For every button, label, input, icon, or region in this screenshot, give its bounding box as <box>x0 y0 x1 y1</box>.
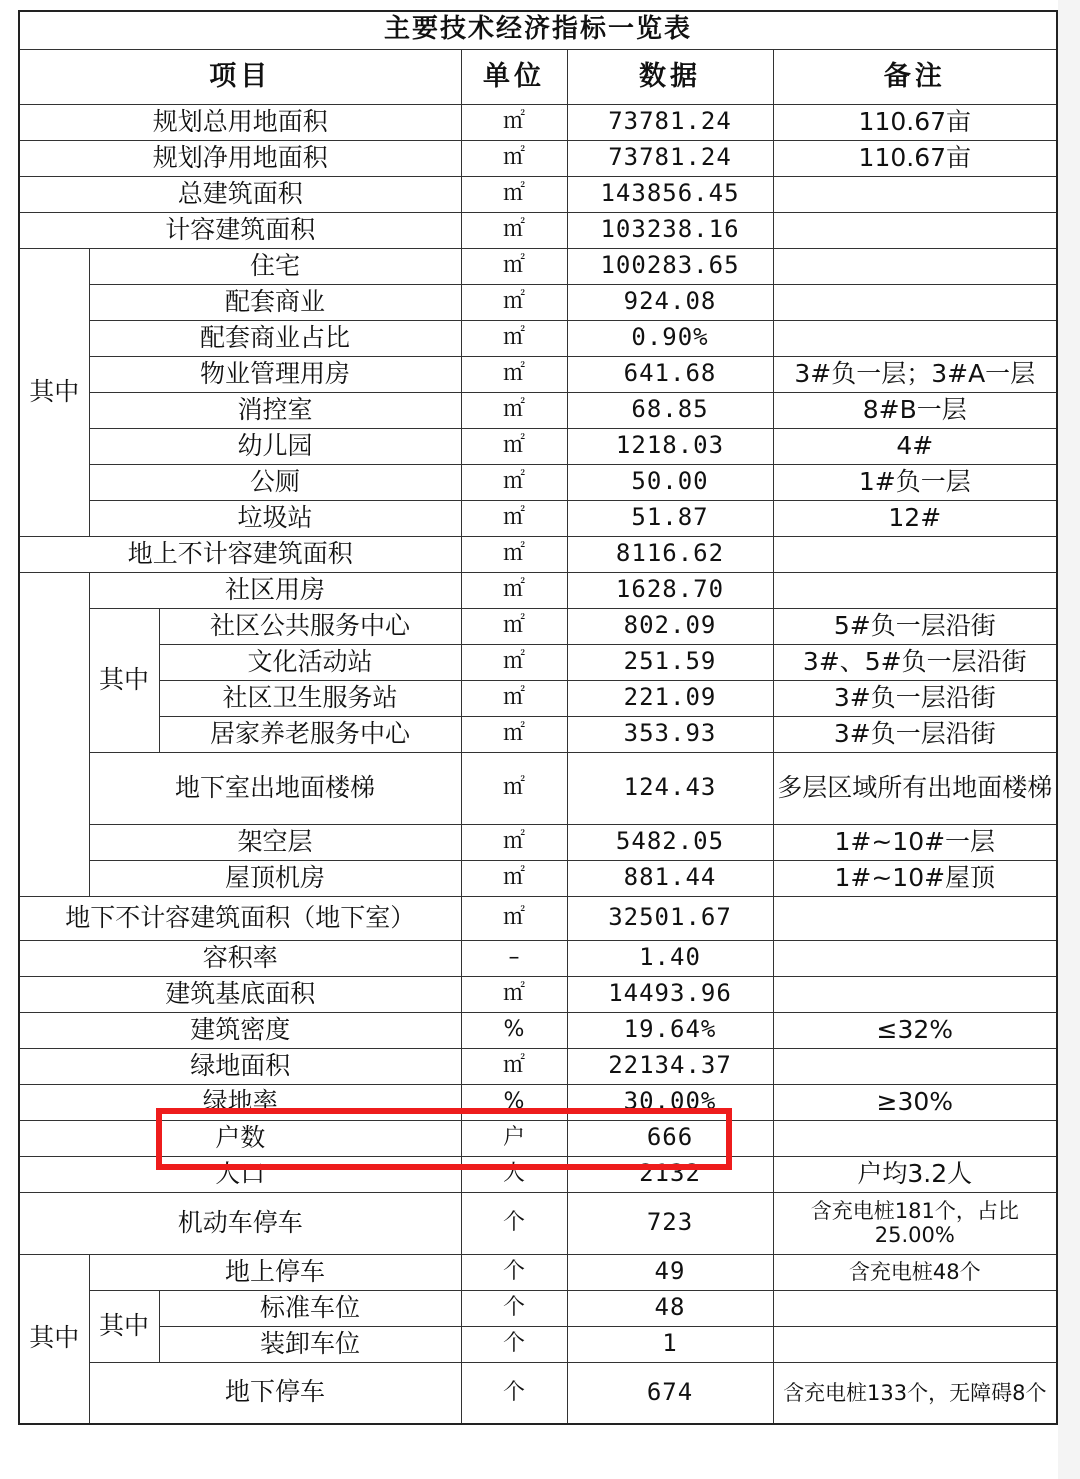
row-note: 1#~10#屋顶 <box>773 860 1057 896</box>
row-unit: ㎡ <box>461 392 567 428</box>
row-unit: ㎡ <box>461 212 567 248</box>
economic-indicators-table <box>18 10 1058 1425</box>
row-data: 68.85 <box>567 392 773 428</box>
row-data: 0.90% <box>567 320 773 356</box>
table-row <box>19 1012 1057 1048</box>
row-item: 建筑基底面积 <box>19 976 461 1012</box>
row-item: 地上停车 <box>89 1254 461 1290</box>
row-data: 124.43 <box>567 752 773 824</box>
row-note <box>773 1048 1057 1084</box>
row-data: 1.40 <box>567 940 773 976</box>
row-data: 1 <box>567 1326 773 1362</box>
row-unit: ㎡ <box>461 1048 567 1084</box>
table-title: 主要技术经济指标一览表 <box>19 11 1057 49</box>
row-data: 802.09 <box>567 608 773 644</box>
row-item: 幼儿园 <box>89 428 461 464</box>
row-note: 12# <box>773 500 1057 536</box>
row-data: 641.68 <box>567 356 773 392</box>
row-item: 消控室 <box>89 392 461 428</box>
group-label-empty <box>19 572 89 896</box>
table-row <box>19 140 1057 176</box>
indicator-sheet <box>18 10 1058 1425</box>
table-row <box>19 824 1057 860</box>
row-item: 架空层 <box>89 824 461 860</box>
row-note <box>773 1120 1057 1156</box>
table-row <box>19 860 1057 896</box>
table-row <box>19 896 1057 940</box>
row-item: 绿地率 <box>19 1084 461 1120</box>
row-item: 物业管理用房 <box>89 356 461 392</box>
row-data: 674 <box>567 1362 773 1424</box>
row-data: 50.00 <box>567 464 773 500</box>
row-data: 924.08 <box>567 284 773 320</box>
row-unit: ㎡ <box>461 716 567 752</box>
row-data: 32501.67 <box>567 896 773 940</box>
row-item: 社区卫生服务站 <box>159 680 461 716</box>
row-item: 建筑密度 <box>19 1012 461 1048</box>
row-note <box>773 896 1057 940</box>
header-data: 数据 <box>567 49 773 104</box>
table-row <box>19 680 1057 716</box>
row-item: 计容建筑面积 <box>19 212 461 248</box>
row-data: 666 <box>567 1120 773 1156</box>
table-row <box>19 104 1057 140</box>
row-data: 723 <box>567 1192 773 1254</box>
table-row <box>19 536 1057 572</box>
row-unit: ㎡ <box>461 896 567 940</box>
row-unit: ㎡ <box>461 464 567 500</box>
row-unit: – <box>461 940 567 976</box>
table-row <box>19 284 1057 320</box>
row-note: 多层区域所有出地面楼梯 <box>773 752 1057 824</box>
row-data: 49 <box>567 1254 773 1290</box>
row-item: 住宅 <box>89 248 461 284</box>
page-edge <box>1058 0 1080 1479</box>
row-note <box>773 248 1057 284</box>
row-unit: ㎡ <box>461 428 567 464</box>
row-item: 配套商业 <box>89 284 461 320</box>
table-row <box>19 500 1057 536</box>
header-item: 项目 <box>19 49 461 104</box>
row-item: 社区公共服务中心 <box>159 608 461 644</box>
row-note <box>773 940 1057 976</box>
table-row <box>19 1362 1057 1424</box>
row-unit: ㎡ <box>461 176 567 212</box>
row-item: 居家养老服务中心 <box>159 716 461 752</box>
row-unit: % <box>461 1012 567 1048</box>
row-item: 垃圾站 <box>89 500 461 536</box>
row-note: 1#~10#一层 <box>773 824 1057 860</box>
parking-subgroup-label: 其中 <box>89 1290 159 1362</box>
row-data: 14493.96 <box>567 976 773 1012</box>
subgroup-label: 其中 <box>89 608 159 752</box>
row-item: 社区用房 <box>89 572 461 608</box>
row-data: 30.00% <box>567 1084 773 1120</box>
row-data: 1628.70 <box>567 572 773 608</box>
row-note: 3#负一层；3#A一层 <box>773 356 1057 392</box>
row-note: 110.67亩 <box>773 104 1057 140</box>
row-unit: 个 <box>461 1362 567 1424</box>
row-note: 户均3.2人 <box>773 1156 1057 1192</box>
row-note: 8#B一层 <box>773 392 1057 428</box>
row-item: 机动车停车 <box>19 1192 461 1254</box>
row-note: 含充电桩48个 <box>773 1254 1057 1290</box>
row-note: ≥30% <box>773 1084 1057 1120</box>
row-item: 人口 <box>19 1156 461 1192</box>
table-row-highlighted <box>19 1120 1057 1156</box>
row-item: 容积率 <box>19 940 461 976</box>
row-data: 353.93 <box>567 716 773 752</box>
table-row <box>19 716 1057 752</box>
table-row <box>19 356 1057 392</box>
row-note <box>773 976 1057 1012</box>
table-row <box>19 644 1057 680</box>
row-item: 文化活动站 <box>159 644 461 680</box>
row-data: 1218.03 <box>567 428 773 464</box>
row-note <box>773 572 1057 608</box>
row-data: 73781.24 <box>567 140 773 176</box>
row-item: 标准车位 <box>159 1290 461 1326</box>
row-unit: ㎡ <box>461 356 567 392</box>
row-unit: ㎡ <box>461 608 567 644</box>
row-item: 地上不计容建筑面积 <box>19 536 461 572</box>
row-note <box>773 212 1057 248</box>
row-unit: 个 <box>461 1326 567 1362</box>
row-note <box>773 536 1057 572</box>
row-item: 装卸车位 <box>159 1326 461 1362</box>
row-data: 5482.05 <box>567 824 773 860</box>
row-unit: ㎡ <box>461 284 567 320</box>
row-unit: % <box>461 1084 567 1120</box>
table-row <box>19 1084 1057 1120</box>
row-unit: ㎡ <box>461 976 567 1012</box>
table-row <box>19 608 1057 644</box>
row-note: 3#负一层沿街 <box>773 716 1057 752</box>
row-unit: ㎡ <box>461 140 567 176</box>
row-item: 规划总用地面积 <box>19 104 461 140</box>
table-row <box>19 428 1057 464</box>
row-unit: ㎡ <box>461 680 567 716</box>
row-note <box>773 1290 1057 1326</box>
row-unit: 个 <box>461 1290 567 1326</box>
row-unit: 人 <box>461 1156 567 1192</box>
row-unit: ㎡ <box>461 248 567 284</box>
row-data: 100283.65 <box>567 248 773 284</box>
row-unit: 户 <box>461 1120 567 1156</box>
row-note: 含充电桩181个，占比25.00% <box>773 1192 1057 1254</box>
table-row <box>19 212 1057 248</box>
row-data: 8116.62 <box>567 536 773 572</box>
row-item: 公厕 <box>89 464 461 500</box>
row-data: 251.59 <box>567 644 773 680</box>
table-row <box>19 248 1057 284</box>
row-unit: ㎡ <box>461 824 567 860</box>
table-row <box>19 320 1057 356</box>
row-data: 22134.37 <box>567 1048 773 1084</box>
row-item: 地下不计容建筑面积（地下室） <box>19 896 461 940</box>
row-unit: ㎡ <box>461 104 567 140</box>
row-note: ≤32% <box>773 1012 1057 1048</box>
row-note: 5#负一层沿街 <box>773 608 1057 644</box>
row-note: 1#负一层 <box>773 464 1057 500</box>
row-item: 地下停车 <box>89 1362 461 1424</box>
row-note <box>773 320 1057 356</box>
row-note <box>773 176 1057 212</box>
row-item: 配套商业占比 <box>89 320 461 356</box>
table-row <box>19 1156 1057 1192</box>
table-row <box>19 1326 1057 1362</box>
row-data: 143856.45 <box>567 176 773 212</box>
row-item: 总建筑面积 <box>19 176 461 212</box>
row-data: 2132 <box>567 1156 773 1192</box>
row-data: 73781.24 <box>567 104 773 140</box>
row-unit: ㎡ <box>461 536 567 572</box>
row-item: 地下室出地面楼梯 <box>89 752 461 824</box>
row-data: 221.09 <box>567 680 773 716</box>
table-row <box>19 976 1057 1012</box>
header-note: 备注 <box>773 49 1057 104</box>
row-data: 51.87 <box>567 500 773 536</box>
table-row <box>19 464 1057 500</box>
row-note: 3#负一层沿街 <box>773 680 1057 716</box>
row-data: 103238.16 <box>567 212 773 248</box>
parking-group-label: 其中 <box>19 1254 89 1424</box>
row-data: 881.44 <box>567 860 773 896</box>
row-item: 户数 <box>19 1120 461 1156</box>
table-row <box>19 392 1057 428</box>
header-unit: 单位 <box>461 49 567 104</box>
table-row <box>19 1290 1057 1326</box>
table-row <box>19 752 1057 824</box>
row-item: 绿地面积 <box>19 1048 461 1084</box>
row-note <box>773 284 1057 320</box>
row-note: 110.67亩 <box>773 140 1057 176</box>
table-row <box>19 176 1057 212</box>
row-note: 4# <box>773 428 1057 464</box>
group-label: 其中 <box>19 248 89 536</box>
row-unit: ㎡ <box>461 500 567 536</box>
row-unit: ㎡ <box>461 860 567 896</box>
row-unit: ㎡ <box>461 752 567 824</box>
row-unit: ㎡ <box>461 572 567 608</box>
row-data: 19.64% <box>567 1012 773 1048</box>
table-row <box>19 572 1057 608</box>
table-row <box>19 1048 1057 1084</box>
row-unit: ㎡ <box>461 644 567 680</box>
row-note: 3#、5#负一层沿街 <box>773 644 1057 680</box>
row-note <box>773 1326 1057 1362</box>
row-unit: 个 <box>461 1254 567 1290</box>
table-row <box>19 940 1057 976</box>
row-unit: ㎡ <box>461 320 567 356</box>
row-unit: 个 <box>461 1192 567 1254</box>
table-row <box>19 1192 1057 1254</box>
row-item: 屋顶机房 <box>89 860 461 896</box>
table-row <box>19 1254 1057 1290</box>
row-note: 含充电桩133个，无障碍8个 <box>773 1362 1057 1424</box>
row-item: 规划净用地面积 <box>19 140 461 176</box>
row-data: 48 <box>567 1290 773 1326</box>
